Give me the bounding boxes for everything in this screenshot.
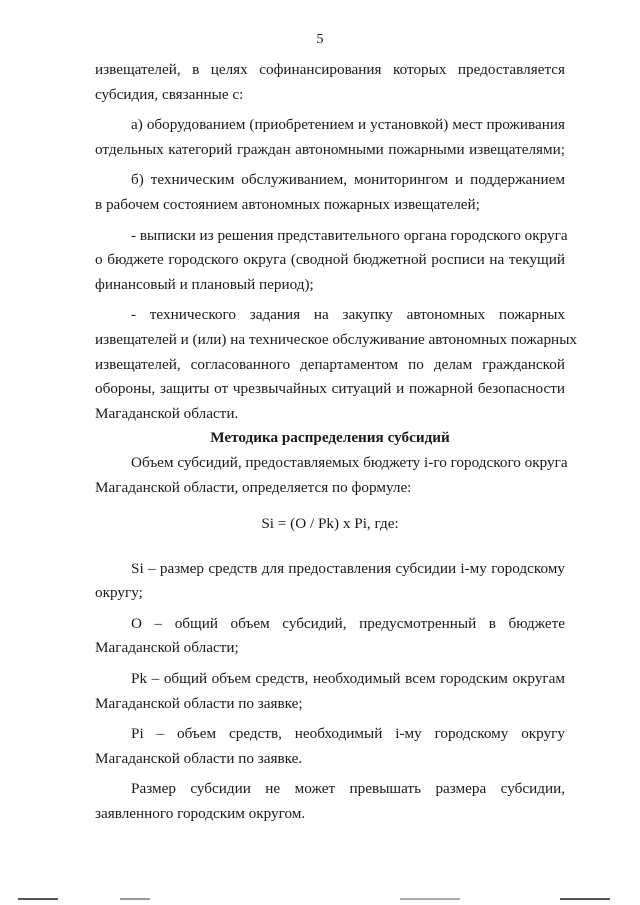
paragraph [95,303,577,426]
text-line: Объем субсидий, предоставляемых бюджету i-го городского округа [131,453,568,471]
text-line: - технического задания на закупку автономных пожарных [131,306,565,324]
text-line: Si – размер средств для предоставления субсидии i-му городскому [131,559,565,577]
text-line: Pi – объем средств, необходимый i-му городскому округу [131,725,565,743]
section-title: Методика распределения субсидий [210,429,450,447]
scan-artifact [120,898,150,900]
text-line: Магаданской области; [95,639,239,657]
paragraph [95,777,565,826]
text-line: - выписки из решения представительного органа городского округа [131,226,568,244]
text-line: Размер субсидии не может превышать размера субсидии, [131,780,565,798]
text-line: извещателей и (или) на техническое обслуживание автономных пожарных [95,330,577,348]
document-body [95,58,577,827]
scan-artifact [18,898,58,900]
text-line: извещателей, в целях софинансирования которых предоставляется [95,61,565,78]
text-line: а) оборудованием (приобретением и установкой) мест проживания [131,116,565,134]
definition [95,612,565,661]
scan-artifact [400,898,460,900]
text-line: о бюджете городского округа (сводной бюджетной росписи на текущий [95,251,565,269]
scan-artifact [560,898,610,900]
paragraph [95,451,568,500]
text-line: обороны, защиты от чрезвычайных ситуаций и пожарной безопасности [95,380,565,398]
paragraph [95,113,565,162]
text-line: Магаданской области, определяется по формуле: [95,478,412,496]
text-line: Магаданской области. [95,404,239,422]
text-line: O – общий объем субсидий, предусмотренный в бюджете [131,614,565,632]
definition [95,557,565,606]
text-line: Pk – общий объем средств, необходимый всем городским округам [131,670,565,688]
text-line: в рабочем состоянием автономных пожарных извещателей; [95,195,480,213]
paragraph [95,168,565,217]
text-line: отдельных категорий граждан автономными пожарными извещателями; [95,140,565,158]
paragraph [95,58,565,107]
text-line: финансовый и плановый период); [95,275,314,293]
paragraph [95,224,568,298]
text-line: заявленного городским округом. [95,805,306,823]
definition [95,722,565,771]
text-line: Магаданской области по заявке; [95,694,303,712]
formula: Si = (O / Pk) x Pi, где: [261,515,399,533]
page-number: 5 [316,32,324,47]
text-line: округу; [95,584,143,602]
text-line: Магаданской области по заявке. [95,749,303,767]
text-line: б) техническим обслуживанием, мониторингом и поддержанием [131,171,565,189]
text-line: субсидия, связанные с: [95,85,244,103]
text-line: извещателей, согласованного департаментом по делам гражданской [95,355,565,373]
definition [95,667,565,716]
